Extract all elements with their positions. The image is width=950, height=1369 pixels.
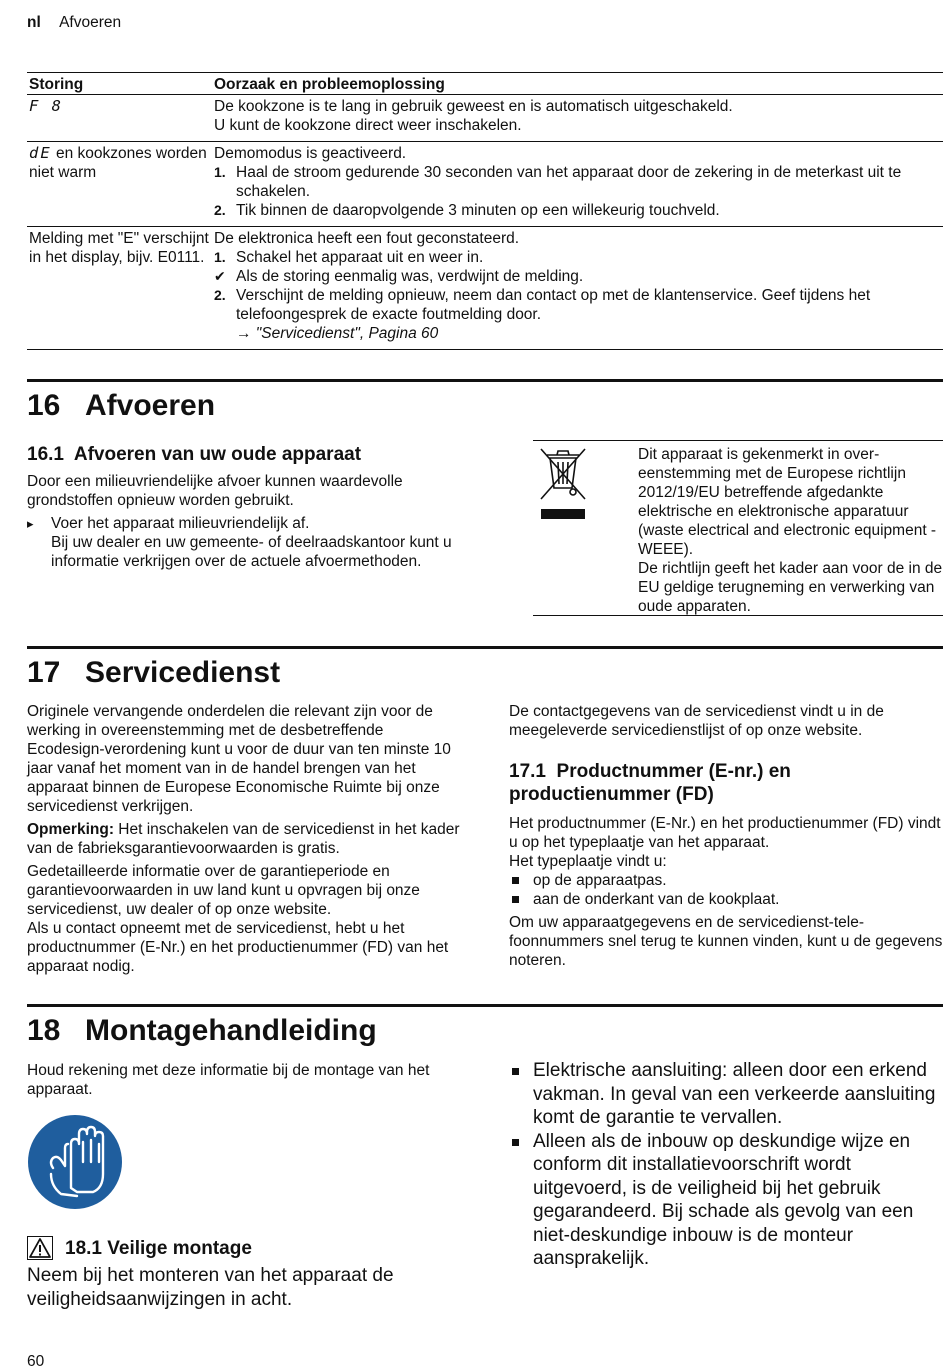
section-16-1-title: 16.1 Afvoeren van uw oude apparaat xyxy=(27,444,362,465)
weee-text: Dit apparaat is gekenmerkt in overeenstemming met de Europese richtlijn 2012/19/EU betreffende afgedankte elektrische en elektronische apparatuur (waste electrical and electronic equipment - WEEE). De richtlijn geeft het kader aan voor de in de EU geldige terugneming en verwerking van oude apparaten. xyxy=(638,446,943,615)
fault-text: Melding met "E" verschijnt in het display, bijv. E0111. xyxy=(29,230,209,266)
paragraph: Gedetailleerde informatie over de garantieperiode en garantievoorwaarden in uw land kunt u opvragen bij onze servicedienst, uw dealer of op onze website. xyxy=(27,863,420,918)
fault-text: en kookzones worden niet warm xyxy=(29,145,207,181)
running-header xyxy=(27,13,121,32)
col-header-fault: Storing xyxy=(27,73,212,95)
cause-line: De kookzone is te lang in gebruik geweest en is automatisch uitgeschakeld. xyxy=(214,98,733,115)
section-17-1-title: 17.1 Productnummer (E-nr.) en productienummer (FD) xyxy=(509,761,791,805)
troubleshooting-table xyxy=(27,72,943,350)
section-18-1-title: 18.1 Veilige montage xyxy=(27,1236,467,1260)
cause-line: U kunt de kookzone direct weer inschakelen. xyxy=(214,117,522,134)
page-number: 60 xyxy=(27,1353,45,1369)
wear-gloves-icon xyxy=(27,1114,123,1210)
paragraph: Om uw apparaatgegevens en de servicedienst-telefoonnummers snel terug te kunnen vinden, kunt u de gegevens noteren. xyxy=(509,914,943,969)
list-item: op de apparaatpas. xyxy=(509,871,943,890)
paragraph: Neem bij het monteren van het apparaat de veiligheidsaanwijzingen in acht. xyxy=(27,1265,394,1310)
warning-icon xyxy=(27,1236,53,1260)
chapter-16-left xyxy=(27,443,467,571)
note-label: Opmerking: xyxy=(27,821,114,838)
col-header-cause: Oorzaak en probleemoplossing xyxy=(212,73,943,95)
header-lang: nl xyxy=(27,14,41,31)
chapter-rule xyxy=(27,1004,943,1007)
weee-box xyxy=(533,440,943,616)
paragraph: Als u contact opneemt met de servicedienst, hebt u het productnummer (E-Nr.) en het productienummer (FD) van het apparaat nodig. xyxy=(27,920,449,975)
step-item: 1. Schakel het apparaat uit en weer in. xyxy=(214,249,484,266)
header-section: Afvoeren xyxy=(59,14,122,31)
list-item: Alleen als de inbouw op deskundige wijze en conform dit installatievoorschrift wordt uitgevoerd, is de veiligheid bij het gebruik gegarandeerd. Bij schade als gevolg van een niet-deskundige inbouw is de monteur aansprakelijk. xyxy=(509,1130,943,1271)
note-paragraph: Opmerking: Het inschakelen van de servicedienst in het kader van de fabrieksgarantievoorwaarden is gratis. xyxy=(27,821,460,857)
step-item: 1. Haal de stroom gedurende 30 seconden van het apparaat door de zekering in de meterkast uit te schakelen. xyxy=(214,164,902,200)
chapter-rule xyxy=(27,379,943,382)
table-row xyxy=(27,95,943,142)
list-item: Elektrische aansluiting: alleen door een erkend vakman. In geval van een verkeerde aansluiting komt de garantie te vervallen. xyxy=(509,1059,943,1130)
table-row xyxy=(27,227,943,350)
fault-code-de: dE xyxy=(29,144,52,162)
paragraph: Het productnummer (E-Nr.) en het productienummer (FD) vindt u op het typeplaatje van het apparaat. xyxy=(509,815,941,851)
chapter-17-title: 17 Servicedienst xyxy=(27,656,281,689)
chapter-18-left xyxy=(27,1061,467,1103)
cause-intro: Demomodus is geactiveerd. xyxy=(214,145,407,162)
action-item: ▸ Voer het apparaat milieuvriendelijk af. Bij uw dealer en uw gemeente- of deelraadskantoor kunt u informatie verkrijgen over de actuele afvoermethoden. xyxy=(27,514,467,571)
fault-code-f8: F 8 xyxy=(29,97,63,115)
section-18-1 xyxy=(27,1236,467,1311)
chapter-17-right xyxy=(509,702,943,974)
list-item: aan de onderkant van de kookplaat. xyxy=(509,890,943,909)
chapter-16-title: 16 Afvoeren xyxy=(27,389,216,422)
paragraph: Het typeplaatje vindt u: xyxy=(509,853,667,870)
cross-reference-link[interactable]: → "Servicedienst", Pagina 60 xyxy=(236,325,439,342)
location-list xyxy=(509,871,943,909)
step-item: ✔ Als de storing eenmalig was, verdwijnt de melding. xyxy=(214,268,584,285)
chapter-17-left xyxy=(27,702,465,980)
paragraph: Originele vervangende onderdelen die relevant zijn voor de werking in overeenstemming met de desbetreffende Ecodesign-verordening kunt u voor de duur van ten minste 10 jaar vanaf het moment van in de handel brengen van het apparaat binnen de Europese Economische Ruimte bij onze servicedienst verkrijgen. xyxy=(27,703,451,815)
paragraph: Houd rekening met deze informatie bij de montage van het apparaat. xyxy=(27,1062,430,1098)
paragraph: De contactgegevens van de servicedienst vindt u in de meegeleverde servicedienstlijst of op onze website. xyxy=(509,703,884,739)
table-header-row xyxy=(27,73,943,95)
chapter-rule xyxy=(27,646,943,649)
step-item: 2. Tik binnen de daaropvolgende 3 minuten op een willekeurig touchveld. xyxy=(214,202,720,219)
weee-crossed-bin-icon xyxy=(537,445,589,521)
safety-list xyxy=(509,1059,943,1271)
step-item: 2. Verschijnt de melding opnieuw, neem dan contact op met de klantenservice. Geef tijdens het telefoongesprek de exacte foutmelding door. xyxy=(214,287,871,323)
chapter-18-right xyxy=(509,1059,943,1271)
chapter-18-title: 18 Montagehandleiding xyxy=(27,1014,377,1047)
table-row xyxy=(27,142,943,227)
paragraph: Door een milieuvriendelijke afvoer kunnen waardevolle grondstoffen opnieuw worden gebruikt. xyxy=(27,473,403,509)
cause-intro: De elektronica heeft een fout geconstateerd. xyxy=(214,230,520,247)
